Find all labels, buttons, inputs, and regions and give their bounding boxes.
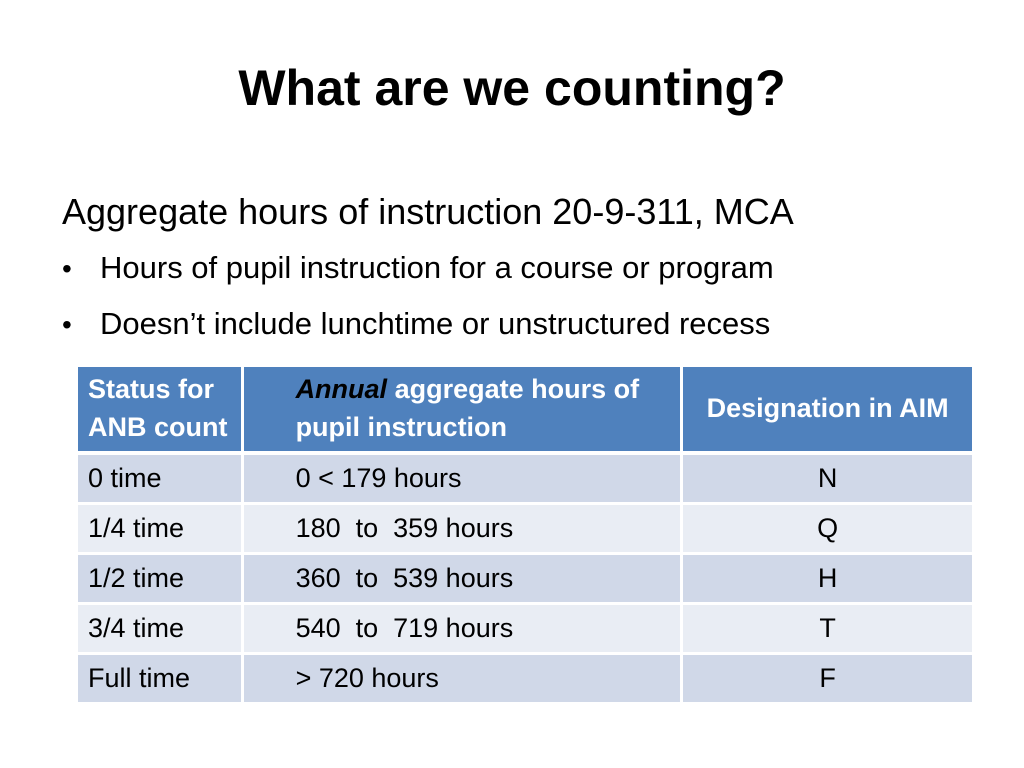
cell-hours: 0 < 179 hours [242,453,682,504]
table-row [78,504,972,554]
cell-designation: N [682,453,972,504]
bullet-item [62,305,982,342]
cell-status: Full time [78,654,242,704]
section-heading: Aggregate hours of instruction 20-9-311, MCA [62,191,794,232]
table-row [78,654,972,704]
cell-designation: F [682,654,972,704]
cell-status: 1/2 time [78,554,242,604]
header-hours [242,367,682,453]
cell-hours: 180 to 359 hours [242,504,682,554]
cell-designation: H [682,554,972,604]
title-rest: are we counting? [360,60,786,116]
cell-designation: Q [682,504,972,554]
table-header-row [78,367,972,453]
header-hours-emphasis: Annual [295,374,388,405]
slide-content [62,190,982,362]
anb-status-table [78,367,972,705]
table-row [78,554,972,604]
cell-status: 0 time [78,453,242,504]
header-status: Status for ANB count [78,367,242,453]
header-designation: Designation in AIM [682,367,972,453]
cell-hours: > 720 hours [242,654,682,704]
title-bold: What [238,60,361,116]
table-row [78,604,972,654]
bullet-item [62,249,982,286]
slide-title [0,58,1024,118]
cell-hours: 540 to 719 hours [242,604,682,654]
bullet-dot-icon: • [62,253,72,285]
bullet-dot-icon: • [62,309,72,341]
cell-status: 1/4 time [78,504,242,554]
cell-hours: 360 to 539 hours [242,554,682,604]
cell-designation: T [682,604,972,654]
cell-status: 3/4 time [78,604,242,654]
table-row [78,453,972,504]
header-hours-rest: aggregate hours of pupil instruction [295,374,647,442]
bullet-list [62,249,982,342]
bullet-text: Doesn’t include lunchtime or unstructured recess [100,306,771,342]
bullet-text: Hours of pupil instruction for a course or program [100,250,774,286]
